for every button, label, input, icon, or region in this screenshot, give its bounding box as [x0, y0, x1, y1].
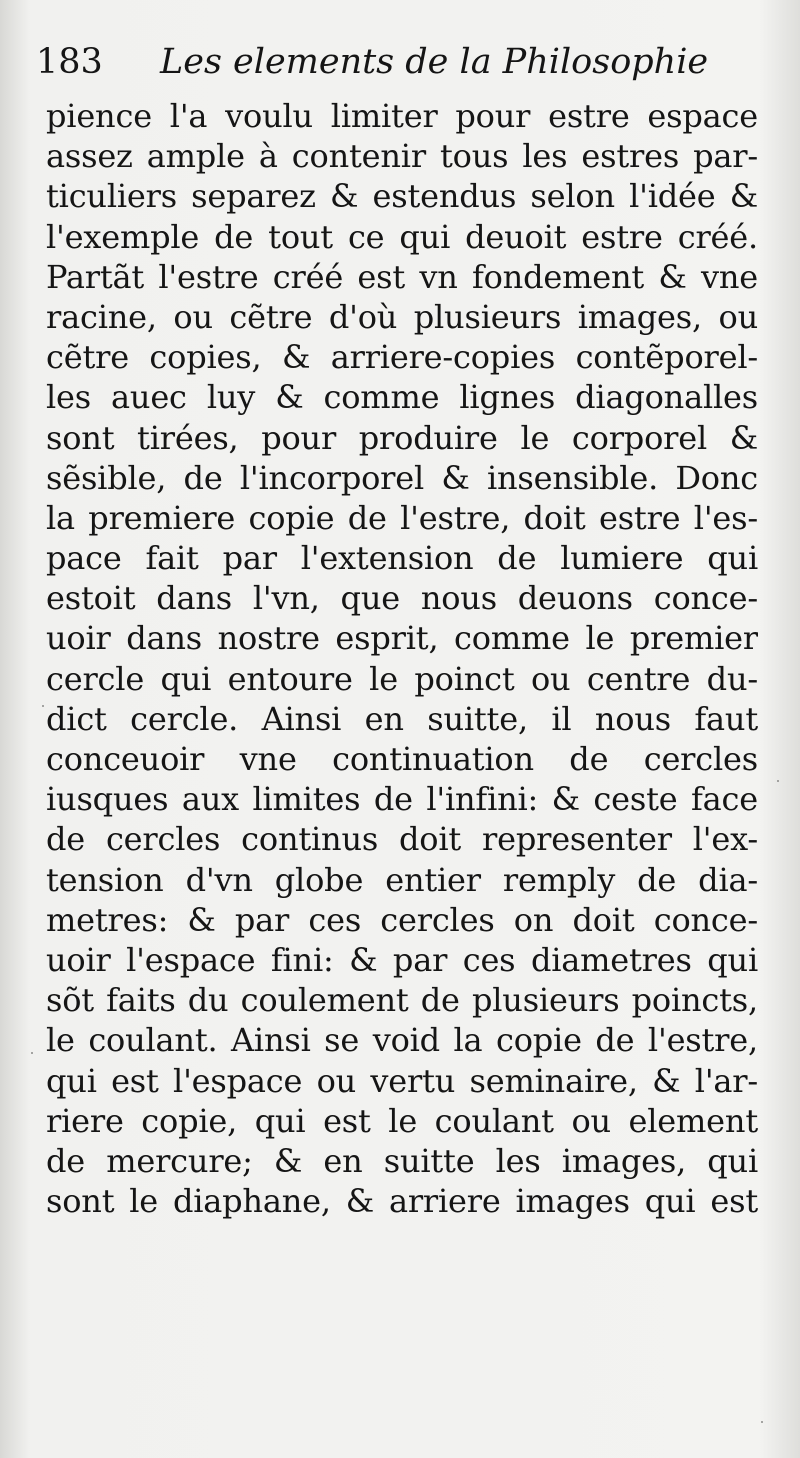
text-line: qui est l'espace ou vertu seminaire, & l'ar-: [46, 1061, 758, 1100]
paper-speck: [777, 780, 779, 782]
page-header: [36, 38, 716, 98]
paper-speck: [761, 1421, 763, 1423]
text-line: de cercles continus doit representer l'ex-: [46, 820, 758, 859]
text-line: cercle qui entoure le poinct ou centre du-: [46, 659, 758, 698]
text-line: racine, ou cẽtre d'où plusieurs images, ou: [46, 297, 758, 336]
text-line: sõt faits du coulement de plusieurs poincts,: [46, 981, 758, 1020]
text-line: de mercure; & en suitte les images, qui: [46, 1141, 758, 1180]
text-line: estoit dans l'vn, que nous deuons conce-: [46, 579, 758, 618]
running-title: Les elements de la Philosophie: [160, 42, 709, 82]
paper-speck: [42, 705, 44, 707]
text-line: conceuoir vne continuation de cercles: [46, 740, 758, 778]
text-line: les auec luy & comme lignes diagonalles: [46, 378, 758, 417]
text-line: riere copie, qui est le coulant ou element: [46, 1101, 758, 1140]
text-line: pace fait par l'extension de lumiere qui: [46, 539, 758, 578]
text-line: uoir dans nostre esprit, comme le premier: [46, 619, 758, 658]
text-line: dict cercle. Ainsi en suitte, il nous faut: [46, 699, 758, 738]
text-line: le coulant. Ainsi se void la copie de l'estre,: [46, 1021, 758, 1060]
text-line: iusques aux limites de l'infini: & ceste face: [46, 780, 758, 819]
text-line: ticuliers separez & estendus selon l'idée &: [46, 177, 758, 216]
text-line: cẽtre copies, & arriere-copies contẽporel-: [46, 338, 758, 377]
text-line: assez ample à contenir tous les estres par-: [46, 137, 758, 176]
text-line: uoir l'espace fini: & par ces diametres qui: [46, 940, 758, 979]
text-line: sẽsible, de l'incorporel & insensible. Donc: [46, 458, 758, 497]
text-line: Partãt l'estre créé est vn fondement & vne: [46, 257, 758, 296]
page-number: 183: [36, 42, 103, 82]
text-line: tension d'vn globe entier remply de dia-: [46, 860, 758, 899]
text-line: metres: & par ces cercles on doit conce-: [46, 900, 758, 939]
text-line: sont le diaphane, & arriere images qui est: [46, 1182, 758, 1221]
text-line: pience l'a voulu limiter pour estre espace: [46, 97, 758, 135]
body-text: [46, 96, 758, 1221]
paper-speck: [31, 1052, 33, 1054]
text-line: l'exemple de tout ce qui deuoit estre créé.: [46, 217, 758, 256]
text-line: sont tirées, pour produire le corporel &: [46, 418, 758, 457]
text-line: la premiere copie de l'estre, doit estre l'es-: [46, 498, 758, 537]
